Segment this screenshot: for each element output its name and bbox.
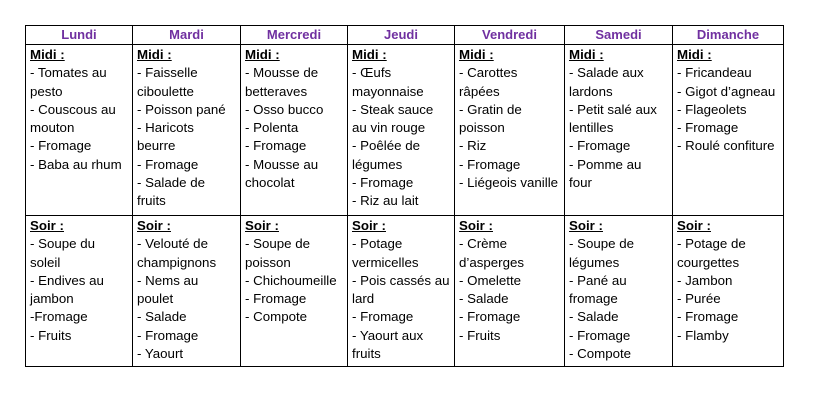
dish-item: - Polenta (245, 120, 299, 136)
dish-item: - Jambon (677, 272, 733, 288)
dish-item: - Osso bucco (245, 101, 324, 117)
dish-item: - Fromage (677, 120, 739, 136)
dish-item: - Haricots beurre (137, 120, 194, 154)
day-header-samedi: Samedi (565, 26, 673, 45)
dish-item: - Chichoumeille (245, 272, 337, 288)
dish-item: - Poêlée de légumes (352, 138, 421, 172)
dish-item: - Pois cassés au lard (352, 272, 450, 307)
dish-item: - Salade aux lardons (569, 65, 644, 99)
dish-item: - Fricandeau (677, 65, 752, 81)
dish-item: - Œufs mayonnaise (352, 65, 424, 99)
dish-item: - Salade (569, 309, 619, 325)
midi-cell (26, 45, 133, 216)
dish-item: - Faisselle ciboulette (137, 65, 198, 99)
dish-item: - Pomme au four (569, 156, 642, 191)
dish-item: - Baba au rhum (30, 156, 122, 172)
midi-label: Midi : (30, 47, 65, 62)
midi-cell (673, 45, 784, 216)
dish-item: - Yaourt aux fruits (352, 327, 424, 362)
midi-cell (241, 45, 348, 216)
dish-item: - Roulé confiture (677, 138, 775, 154)
midi-row (26, 45, 784, 216)
soir-label: Soir : (677, 218, 711, 233)
dish-item: - Potage vermicelles (352, 236, 419, 270)
dish-item: - Endives au jambon (30, 272, 104, 307)
soir-cell (133, 216, 241, 367)
dish-item: - Fromage (569, 327, 631, 343)
dish-item: - Fromage (30, 138, 92, 154)
midi-label: Midi : (137, 47, 172, 62)
dish-item: - Steak sauce au vin rouge (352, 101, 434, 136)
midi-cell (455, 45, 565, 216)
dish-item: - Pané au fromage (569, 272, 627, 307)
dish-item: - Riz (459, 138, 487, 154)
soir-label: Soir : (569, 218, 603, 233)
soir-label: Soir : (352, 218, 386, 233)
dish-item: - Mousse de betteraves (245, 65, 319, 99)
midi-cell (348, 45, 455, 216)
dish-item: - Mousse au chocolat (245, 156, 319, 191)
dish-item: - Fromage (137, 327, 199, 343)
dish-item: - Fromage (459, 309, 521, 325)
dish-item: - Omelette (459, 272, 522, 288)
dish-item: - Petit salé aux lentilles (569, 101, 657, 136)
dish-item: - Fromage (245, 291, 307, 307)
soir-cell (565, 216, 673, 367)
day-header-mardi: Mardi (133, 26, 241, 45)
dish-item: - Liégeois vanille (459, 175, 559, 191)
dish-item: - Purée (677, 291, 721, 307)
soir-cell (348, 216, 455, 367)
dish-item: - Riz au lait (352, 193, 419, 209)
day-header-vendredi: Vendredi (455, 26, 565, 45)
midi-label: Midi : (459, 47, 494, 62)
dish-item: - Fromage (137, 156, 199, 172)
dish-item: - Yaourt (137, 346, 184, 362)
midi-label: Midi : (245, 47, 280, 62)
dish-item: - Fruits (30, 327, 72, 343)
midi-label: Midi : (569, 47, 604, 62)
dish-item: - Soupe de poisson (245, 236, 311, 270)
dish-item: - Fromage (569, 138, 631, 154)
soir-cell (455, 216, 565, 367)
weekly-menu-table (25, 25, 784, 367)
dish-item: - Carottes râpées (459, 65, 518, 99)
dish-item: - Tomates au pesto (30, 65, 107, 99)
soir-label: Soir : (245, 218, 279, 233)
dish-item: - Fromage (352, 175, 414, 191)
midi-label: Midi : (677, 47, 712, 62)
dish-item: - Crème d’asperges (459, 236, 525, 270)
dish-item: - Salade de fruits (137, 175, 206, 209)
dish-item: - Poisson pané (137, 101, 226, 117)
soir-label: Soir : (137, 218, 171, 233)
dish-item: - Flamby (677, 327, 729, 343)
dish-item: - Soupe de légumes (569, 236, 635, 270)
dish-item: - Compote (569, 346, 632, 362)
dish-item: - Fromage (245, 138, 307, 154)
soir-cell (241, 216, 348, 367)
day-header-lundi: Lundi (26, 26, 133, 45)
days-header-row (26, 26, 784, 45)
dish-item: - Gigot d’agneau (677, 83, 776, 99)
dish-item: - Flageolets (677, 101, 747, 117)
dish-item: - Salade (137, 309, 187, 325)
soir-cell (26, 216, 133, 367)
day-header-jeudi: Jeudi (348, 26, 455, 45)
soir-cell (673, 216, 784, 367)
dish-item: - Fromage (677, 309, 739, 325)
midi-cell (565, 45, 673, 216)
dish-item: - Fromage (459, 156, 521, 172)
dish-item: - Salade (459, 291, 509, 307)
dish-item: - Nems au poulet (137, 272, 199, 307)
dish-item: - Compote (245, 309, 308, 325)
dish-item: - Gratin de poisson (459, 101, 522, 136)
dish-item: - Velouté de champignons (137, 236, 217, 270)
dish-item: - Couscous au mouton (30, 101, 116, 136)
dish-item: - Potage de courgettes (677, 236, 746, 270)
dish-item: - Soupe du soleil (30, 236, 96, 270)
soir-label: Soir : (30, 218, 64, 233)
dish-item: - Fromage (352, 309, 414, 325)
midi-cell (133, 45, 241, 216)
day-header-dimanche: Dimanche (673, 26, 784, 45)
day-header-mercredi: Mercredi (241, 26, 348, 45)
soir-label: Soir : (459, 218, 493, 233)
dish-item: -Fromage (30, 309, 88, 325)
dish-item: - Fruits (459, 327, 501, 343)
soir-row (26, 216, 784, 367)
midi-label: Midi : (352, 47, 387, 62)
